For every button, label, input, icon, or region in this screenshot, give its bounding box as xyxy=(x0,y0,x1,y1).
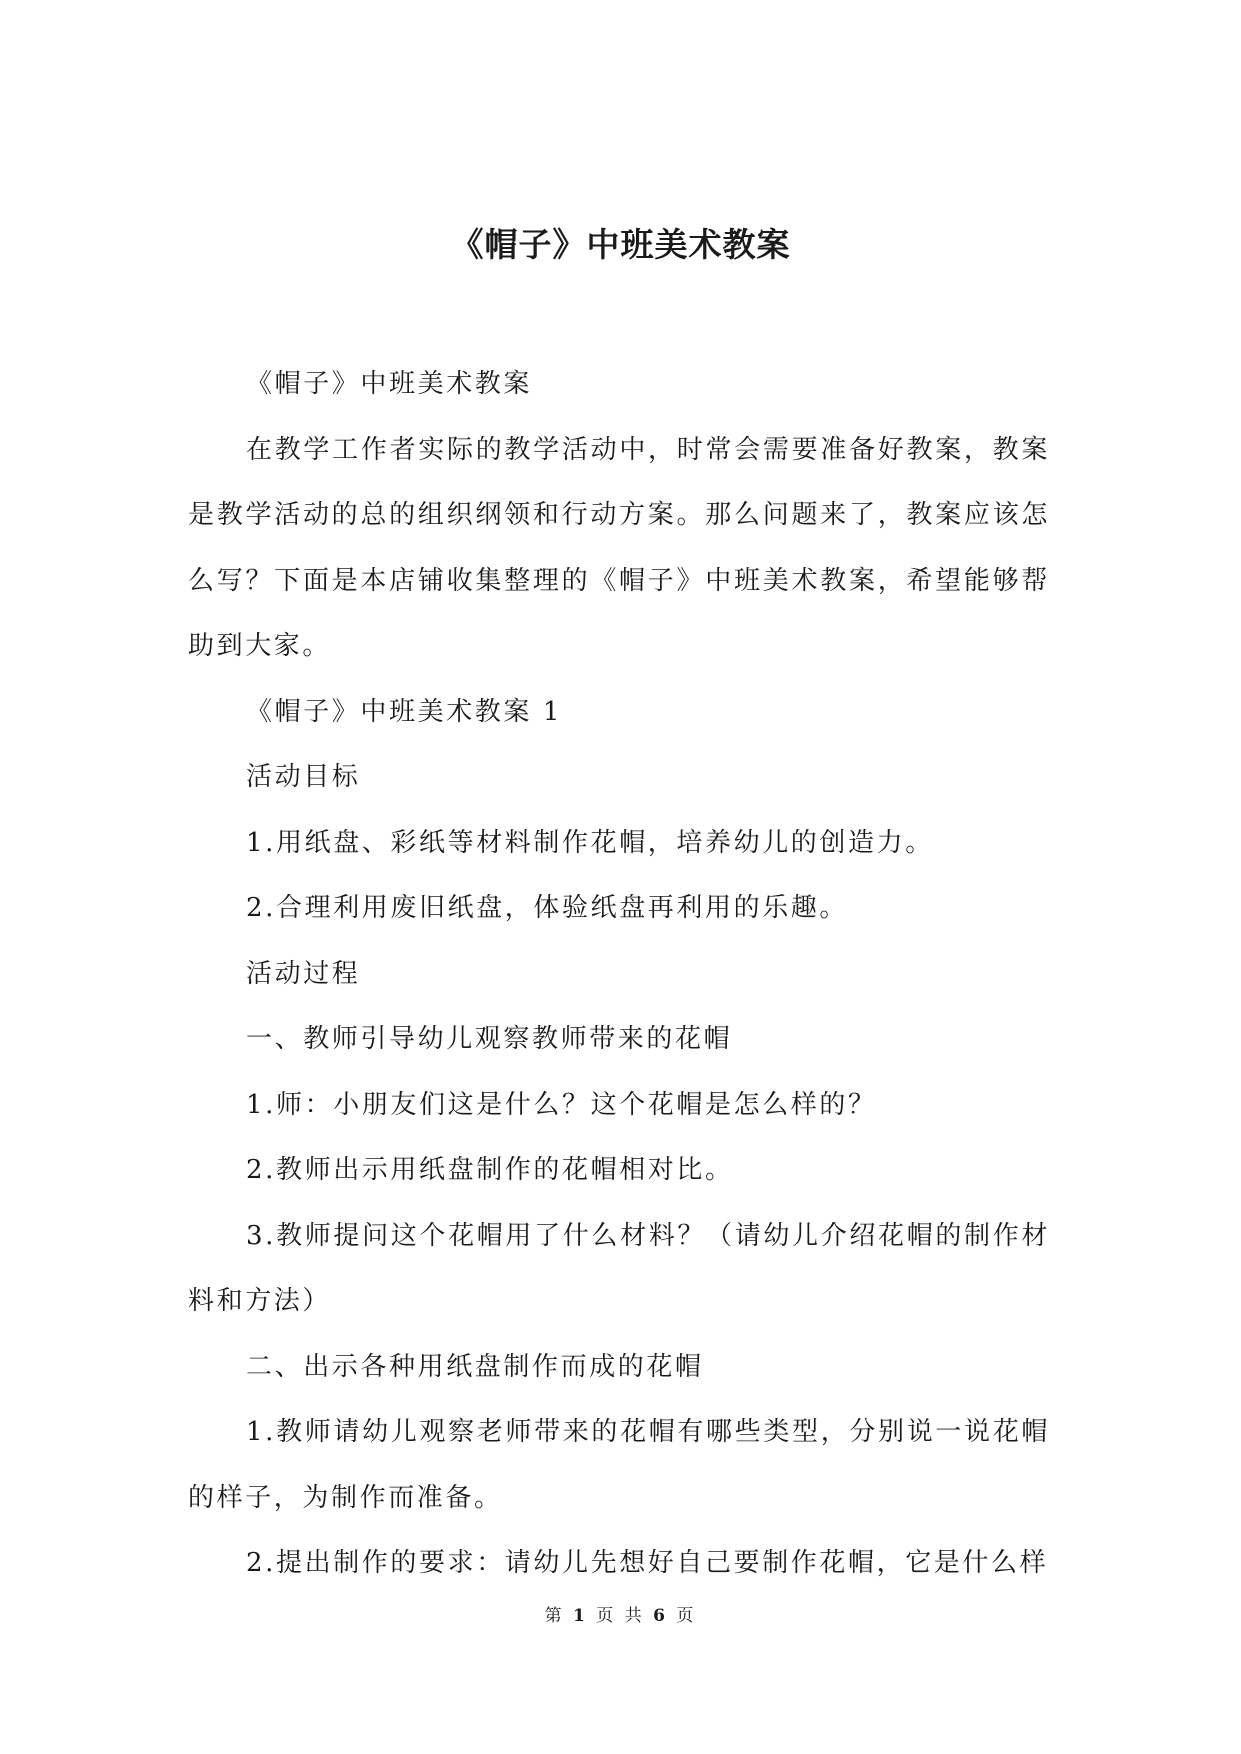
list-item: 2.教师出示用纸盘制作的花帽相对比。 xyxy=(246,1155,734,1185)
document-title: 《帽子》中班美术教案 xyxy=(450,225,791,264)
total-pages-number: 6 xyxy=(653,1606,668,1626)
list-item: 3.教师提问这个花帽用了什么材料？（请幼儿介绍花帽的制作材料和方法） xyxy=(188,1220,1050,1316)
list-item: 2.提出制作的要求：请幼儿先想好自己要制作花帽，它是什么样 xyxy=(246,1548,1049,1578)
list-item: 1.用纸盘、彩纸等材料制作花帽，培养幼儿的创造力。 xyxy=(246,827,934,858)
footer-prefix: 第 xyxy=(544,1606,565,1626)
section-heading: 一、教师引导幼儿观察教师带来的花帽 xyxy=(246,1024,733,1054)
footer-middle: 页 共 xyxy=(596,1606,645,1626)
section-heading: 活动过程 xyxy=(246,958,361,989)
list-item: 1.教师请幼儿观察老师带来的花帽有哪些类型，分别说一说花帽的样子，为制作而准备。 xyxy=(188,1417,1050,1513)
section-heading: 《帽子》中班美术教案 1 xyxy=(246,696,563,727)
list-item: 2.合理利用废旧纸盘，体验纸盘再利用的乐趣。 xyxy=(246,893,849,923)
paragraph: 在教学工作者实际的教学活动中，时常会需要准备好教案，教案是教学活动的总的组织纲领和行动方案。那么问题来了，教案应该怎么写？下面是本店铺收集整理的《帽子》中班美术教案，希望能够帮助到大家。 xyxy=(188,434,1050,661)
paragraph: 《帽子》中班美术教案 xyxy=(246,369,533,399)
section-heading: 二、出示各种用纸盘制作而成的花帽 xyxy=(246,1351,704,1382)
section-heading: 活动目标 xyxy=(246,762,361,792)
footer-suffix: 页 xyxy=(676,1606,697,1626)
page-footer xyxy=(0,1604,1241,1628)
list-item: 1.师：小朋友们这是什么？这个花帽是怎么样的？ xyxy=(246,1089,877,1120)
document-body xyxy=(188,352,1050,1597)
current-page-number: 1 xyxy=(573,1606,588,1626)
